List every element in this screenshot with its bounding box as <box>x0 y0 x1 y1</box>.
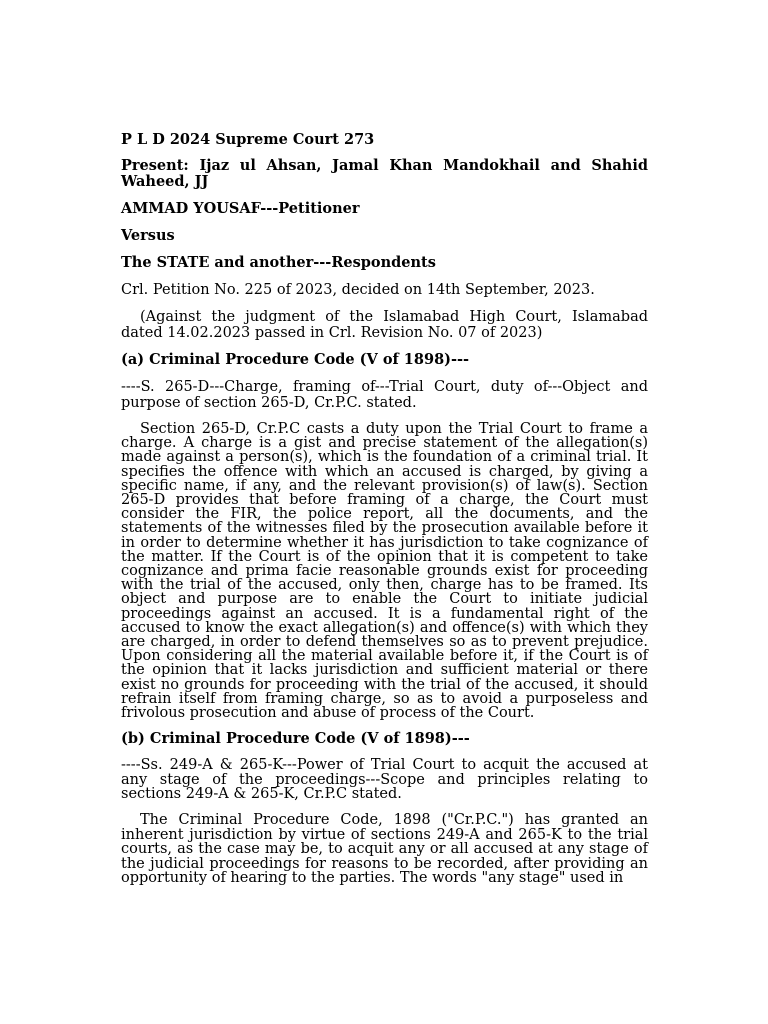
section-a-heading: (a) Criminal Procedure Code (V of 1898)--- <box>121 351 470 368</box>
section-b-heading: (b) Criminal Procedure Code (V of 1898)--- <box>121 730 470 748</box>
section-b-body: The Criminal Procedure Code, 1898 ("Cr.P.C.") has granted an inherent jurisdiction by virtue of sections 249-A and 265-K to the trial courts, as the case may be, to acquit any or all accused at any stage of the judicial proceedings for reasons to be recorded, after providing an opportunity of hearing to the parties. The words "any stage" used in <box>121 812 648 887</box>
petitioner-name: AMMAD YOUSAF---Petitioner <box>121 200 360 217</box>
section-b-summary: ----Ss. 249-A & 265-K---Power of Trial Court to acquit the accused at any stage of the proceedings---Scope and principles relating to sections 249-A & 265-K, Cr.P.C stated. <box>121 757 648 803</box>
against-note: (Against the judgment of the Islamabad High Court, Islamabad dated 14.02.2023 passed in Crl. Revision No. 07 of 2023) <box>121 309 648 341</box>
section-a-summary: ----S. 265-D---Charge, framing of---Trial Court, duty of---Object and purpose of section 265-D, Cr.P.C. stated. <box>121 379 648 411</box>
bench-present: Present: Ijaz ul Ahsan, Jamal Khan Mandokhail and Shahid Waheed, JJ <box>121 157 648 190</box>
document-page <box>121 132 648 886</box>
respondents-name: The STATE and another---Respondents <box>121 254 436 271</box>
citation: P L D 2024 Supreme Court 273 <box>121 131 375 148</box>
versus-label: Versus <box>121 227 175 244</box>
case-details: Crl. Petition No. 225 of 2023, decided on 14th September, 2023. <box>121 282 595 298</box>
section-a-body: Section 265-D, Cr.P.C casts a duty upon the Trial Court to frame a charge. A charge is a gist and precise statement of the allegation(s) made against a person(s), which is the foundation of a criminal trial. It specifies the offence with which an accused is charged, by giving a specific name, if any, and the relevant provision(s) of law(s). Section 265-D provides that before framing of a charge, the Court must consider the FIR, the police report, all the documents, and the statements of the witnesses filed by the prosecution available before it in order to determine whether it has jurisdiction to take cognizance of the matter. If the Court is of the opinion that it is competent to take cognizance and prima facie reasonable grounds exist for proceeding with the trial of the accused, only then, charge has to be framed. Its object and purpose are to enable the Court to initiate judicial proceedings against an accused. It is a fundamental right of the accused to know the exact allegation(s) and offence(s) with which they are charged, in order to defend themselves so as to prevent prejudice. Upon considering all the material available before it, if the Court is of the opinion that it lacks jurisdiction and sufficient material or there exist no grounds for proceeding with the trial of the accused, it should refrain itself from framing charge, so as to avoid a purposeless and frivolous prosecution and abuse of process of the Court. <box>121 421 648 722</box>
